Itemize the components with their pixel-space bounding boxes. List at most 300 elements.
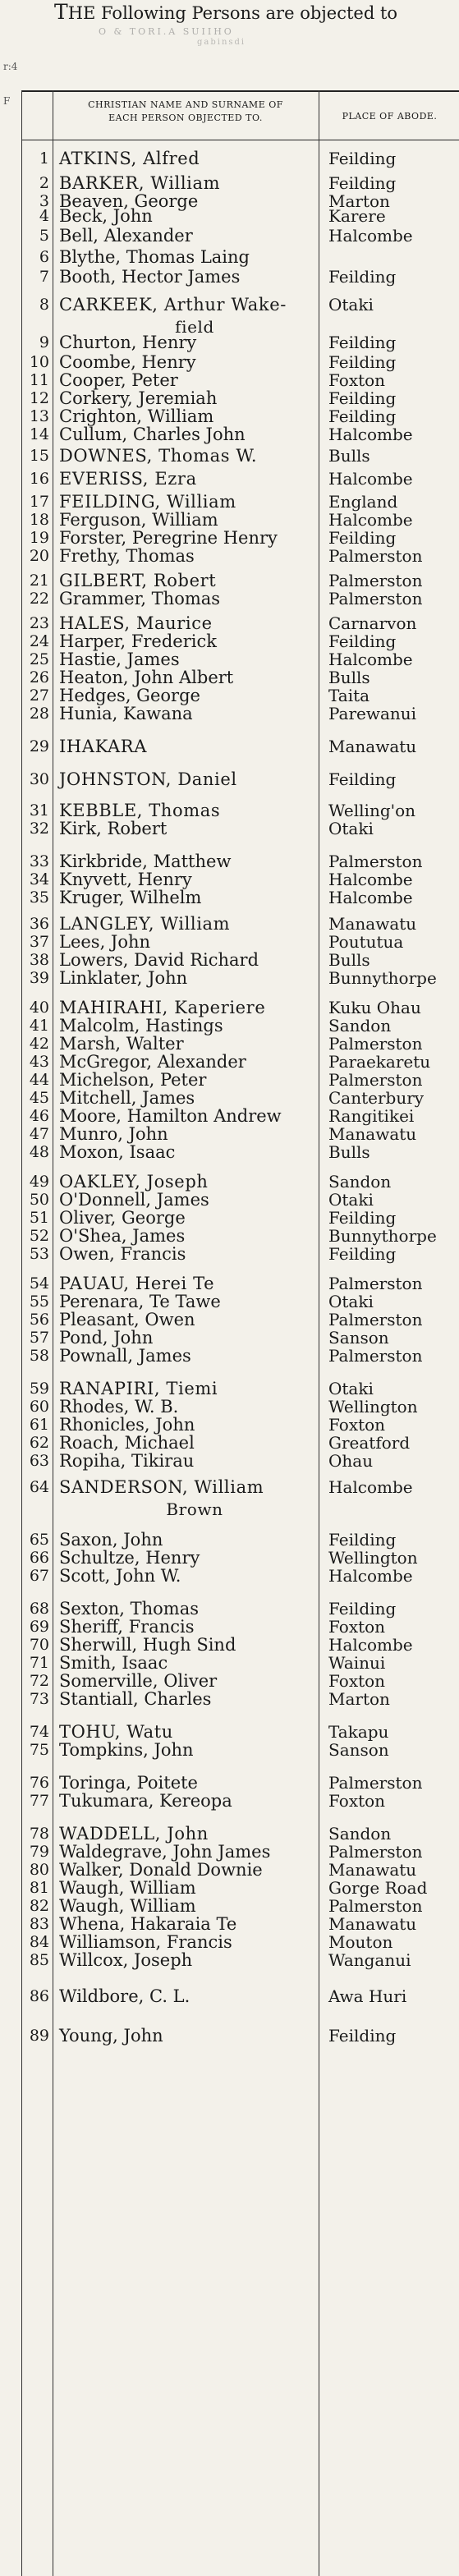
person-name-text: Schultze, Henry bbox=[59, 1548, 200, 1568]
person-name-text: Waugh, William bbox=[59, 1896, 196, 1916]
place-of-abode: Welling'on bbox=[328, 801, 416, 820]
person-name-text: Grammer, Thomas bbox=[59, 589, 221, 608]
place-of-abode: Sanson bbox=[328, 1328, 389, 1348]
table-row bbox=[21, 1449, 459, 1473]
person-name bbox=[59, 544, 330, 568]
person-name-text: Munro, John bbox=[59, 1124, 168, 1144]
place-of-abode: Feilding bbox=[328, 631, 397, 651]
place-of-abode: Halcombe bbox=[328, 870, 413, 889]
place-of-abode: Halcombe bbox=[328, 1635, 413, 1655]
row-number: 57 bbox=[29, 1329, 49, 1347]
place-of-abode: Feilding bbox=[328, 149, 397, 168]
row-number: 4 bbox=[39, 207, 49, 225]
person-name bbox=[59, 1449, 330, 1473]
person-name-text: Oliver, George bbox=[59, 1208, 186, 1228]
place-of-abode: Foxton bbox=[328, 1415, 386, 1435]
person-name-text: EVERISS, Ezra bbox=[59, 469, 197, 489]
place-of-abode: Canterbury bbox=[328, 1088, 425, 1108]
person-name-text: Whena, Hakaraia Te bbox=[59, 1914, 237, 1934]
person-name bbox=[59, 264, 330, 289]
row-number: 73 bbox=[29, 1690, 49, 1708]
person-name-text: Bell, Alexander bbox=[59, 226, 193, 246]
row-number: 80 bbox=[29, 1861, 49, 1879]
row-number: 65 bbox=[29, 1531, 49, 1549]
person-name-text: Michelson, Peter bbox=[59, 1070, 207, 1090]
row-number: 50 bbox=[29, 1191, 49, 1209]
person-name-text: Saxon, John bbox=[59, 1530, 163, 1550]
row-number: 38 bbox=[29, 951, 49, 969]
row-number: 56 bbox=[29, 1311, 49, 1329]
row-number: 46 bbox=[29, 1107, 49, 1125]
place-of-abode: Palmerston bbox=[328, 1274, 423, 1293]
row-number: 17 bbox=[29, 493, 49, 511]
person-name bbox=[59, 1343, 330, 1368]
person-name-text: Coombe, Henry bbox=[59, 352, 196, 372]
place-of-abode: Foxton bbox=[328, 1791, 386, 1811]
place-of-abode: Paraekaretu bbox=[328, 1052, 431, 1072]
place-of-abode: Ohau bbox=[328, 1451, 374, 1471]
table-row bbox=[21, 816, 459, 841]
row-number: 81 bbox=[29, 1879, 49, 1897]
place-of-abode: Otaki bbox=[328, 1292, 374, 1311]
table-row bbox=[21, 767, 459, 792]
table-top-rule bbox=[21, 90, 459, 92]
row-number: 47 bbox=[29, 1125, 49, 1143]
place-of-abode: Sandon bbox=[328, 1172, 392, 1192]
row-number: 79 bbox=[29, 1843, 49, 1861]
person-name-text: Crighton, William bbox=[59, 406, 214, 426]
person-name-text: Malcolm, Hastings bbox=[59, 1016, 223, 1035]
place-of-abode: Wanganui bbox=[328, 1950, 411, 1970]
row-number: 71 bbox=[29, 1654, 49, 1672]
row-number: 48 bbox=[29, 1143, 49, 1161]
person-name-text: Pleasant, Owen bbox=[59, 1310, 195, 1329]
person-name bbox=[59, 1984, 330, 2009]
row-number: 52 bbox=[29, 1227, 49, 1245]
person-name-text: Hastie, James bbox=[59, 650, 180, 669]
person-name-text: Waldegrave, John James bbox=[59, 1842, 271, 1862]
place-of-abode: Halcombe bbox=[328, 226, 413, 246]
row-number: 22 bbox=[29, 590, 49, 608]
person-name-text: ATKINS, Alfred bbox=[59, 149, 200, 168]
place-of-abode: Feilding bbox=[328, 352, 397, 372]
person-name bbox=[59, 966, 330, 990]
person-name-text: SANDERSON, William bbox=[59, 1477, 264, 1497]
person-name-text: Kirk, Robert bbox=[59, 819, 168, 838]
place-of-abode: Bulls bbox=[328, 1142, 370, 1162]
place-of-abode: Bulls bbox=[328, 950, 370, 970]
row-number: 1 bbox=[39, 149, 49, 168]
person-name bbox=[59, 586, 330, 611]
place-of-abode: Otaki bbox=[328, 819, 374, 838]
row-number: 6 bbox=[39, 248, 49, 266]
person-name-text: Roach, Michael bbox=[59, 1433, 195, 1453]
place-of-abode: Bulls bbox=[328, 668, 370, 687]
place-of-abode: Feilding bbox=[328, 528, 397, 548]
person-name-text: Tukumara, Kereopa bbox=[59, 1791, 232, 1811]
row-number: 5 bbox=[39, 227, 49, 245]
row-number: 76 bbox=[29, 1774, 49, 1792]
place-of-abode: Palmerston bbox=[328, 852, 423, 871]
person-name-text: McGregor, Alexander bbox=[59, 1052, 246, 1072]
table-row bbox=[21, 264, 459, 289]
person-name bbox=[59, 1687, 330, 1711]
person-name bbox=[59, 767, 330, 792]
place-of-abode: Manawatu bbox=[328, 1914, 417, 1934]
table-row bbox=[21, 146, 459, 171]
place-of-abode: Sandon bbox=[328, 1016, 392, 1035]
row-number: 49 bbox=[29, 1173, 49, 1191]
place-of-abode: Feilding bbox=[328, 267, 397, 287]
row-number: 70 bbox=[29, 1636, 49, 1654]
person-name-text: Kruger, Wilhelm bbox=[59, 888, 202, 907]
place-of-abode: Wainui bbox=[328, 1653, 386, 1673]
person-name-text: Cooper, Peter bbox=[59, 370, 178, 390]
place-of-abode: Foxton bbox=[328, 370, 386, 390]
row-number: 67 bbox=[29, 1567, 49, 1585]
place-of-abode: Halcombe bbox=[328, 888, 413, 907]
person-name-text: Young, John bbox=[59, 2026, 163, 2046]
person-name bbox=[59, 146, 330, 171]
margin-mark: F bbox=[3, 95, 11, 107]
person-name-text: Linklater, John bbox=[59, 968, 188, 988]
table-row bbox=[21, 292, 459, 337]
row-number: 41 bbox=[29, 1017, 49, 1035]
place-of-abode: Karere bbox=[328, 206, 386, 226]
table-row bbox=[21, 1687, 459, 1711]
person-name-text: Wildbore, C. L. bbox=[59, 1986, 190, 2006]
place-of-abode: Wellington bbox=[328, 1397, 418, 1417]
person-name bbox=[59, 443, 330, 468]
row-number: 19 bbox=[29, 529, 49, 547]
row-number: 28 bbox=[29, 705, 49, 723]
row-number: 15 bbox=[29, 447, 49, 465]
person-name-text: Knyvett, Henry bbox=[59, 870, 192, 889]
person-name-text: FEILDING, William bbox=[59, 492, 236, 512]
person-name-text: Owen, Francis bbox=[59, 1244, 186, 1264]
table-row bbox=[21, 734, 459, 759]
place-of-abode: Halcombe bbox=[328, 510, 413, 530]
person-name-text: Beck, John bbox=[59, 206, 153, 226]
person-name bbox=[59, 2023, 330, 2048]
place-of-abode: Sanson bbox=[328, 1740, 389, 1760]
column-header-names: CHRISTIAN NAME AND SURNAME OF EACH PERSON OBJECTED TO. bbox=[88, 99, 283, 123]
person-name-text: Pownall, James bbox=[59, 1346, 191, 1366]
row-number: 78 bbox=[29, 1825, 49, 1843]
row-number: 86 bbox=[29, 1987, 49, 2005]
place-of-abode: Bulls bbox=[328, 446, 370, 466]
place-of-abode: Palmerston bbox=[328, 1842, 423, 1862]
place-of-abode: Marton bbox=[328, 1689, 390, 1709]
row-number: 40 bbox=[29, 999, 49, 1017]
person-name-text: JOHNSTON, Daniel bbox=[59, 769, 237, 789]
person-name-text: Moxon, Isaac bbox=[59, 1142, 176, 1162]
place-of-abode: Feilding bbox=[328, 333, 397, 352]
row-number: 24 bbox=[29, 632, 49, 650]
person-name bbox=[59, 1738, 330, 1762]
person-name-text: Corkery, Jeremiah bbox=[59, 388, 218, 408]
table-row bbox=[21, 2023, 459, 2048]
person-name-text: Kirkbride, Matthew bbox=[59, 852, 232, 871]
person-name-text: Ferguson, William bbox=[59, 510, 218, 530]
row-number: 55 bbox=[29, 1293, 49, 1311]
table-row bbox=[21, 966, 459, 990]
person-name bbox=[59, 1948, 330, 1972]
table-row bbox=[21, 1789, 459, 1813]
row-number: 77 bbox=[29, 1792, 49, 1810]
row-number: 85 bbox=[29, 1951, 49, 1969]
row-number: 69 bbox=[29, 1618, 49, 1636]
place-of-abode: Feilding bbox=[328, 173, 397, 193]
place-of-abode: Manawatu bbox=[328, 1860, 417, 1880]
place-of-abode: Greatford bbox=[328, 1433, 411, 1453]
row-number: 72 bbox=[29, 1672, 49, 1690]
person-name-text: O'Donnell, James bbox=[59, 1190, 209, 1210]
table-row bbox=[21, 1948, 459, 1972]
row-number: 37 bbox=[29, 933, 49, 951]
person-name-text: Rhonicles, John bbox=[59, 1415, 195, 1435]
place-of-abode: Manawatu bbox=[328, 1124, 417, 1144]
row-number: 68 bbox=[29, 1600, 49, 1618]
place-of-abode: Halcombe bbox=[328, 469, 413, 489]
person-name-text: Tompkins, John bbox=[59, 1740, 194, 1760]
person-name-text: WADDELL, John bbox=[59, 1824, 209, 1844]
person-name-text: RANAPIRI, Tiemi bbox=[59, 1379, 218, 1398]
row-number: 7 bbox=[39, 268, 49, 286]
person-name-continuation: Brown bbox=[166, 1499, 223, 1519]
page-heading: THE Following Persons are objected to bbox=[54, 2, 398, 23]
place-of-abode: Feilding bbox=[328, 406, 397, 426]
place-of-abode: Palmerston bbox=[328, 571, 423, 590]
person-name-text: GILBERT, Robert bbox=[59, 571, 217, 590]
place-of-abode: Feilding bbox=[328, 1208, 397, 1228]
person-name-text: Moore, Hamilton Andrew bbox=[59, 1106, 282, 1126]
person-name-text: Sexton, Thomas bbox=[59, 1599, 199, 1619]
person-name bbox=[59, 1140, 330, 1164]
table-row bbox=[21, 466, 459, 491]
row-number: 66 bbox=[29, 1549, 49, 1567]
table-row bbox=[21, 1564, 459, 1588]
person-name bbox=[59, 1789, 330, 1813]
row-number: 21 bbox=[29, 572, 49, 590]
place-of-abode: Otaki bbox=[328, 295, 374, 315]
table-row bbox=[21, 1984, 459, 2009]
place-of-abode: Rangitikei bbox=[328, 1106, 415, 1126]
place-of-abode: Foxton bbox=[328, 1617, 386, 1637]
person-name-text: Pond, John bbox=[59, 1328, 154, 1348]
row-number: 10 bbox=[29, 353, 49, 371]
place-of-abode: Mouton bbox=[328, 1932, 393, 1952]
place-of-abode: Wellington bbox=[328, 1548, 418, 1568]
row-number: 26 bbox=[29, 668, 49, 686]
row-number: 53 bbox=[29, 1245, 49, 1263]
person-name-text: HALES, Maurice bbox=[59, 613, 213, 633]
person-name-text: Marsh, Walter bbox=[59, 1034, 184, 1054]
place-of-abode: Bunnythorpe bbox=[328, 1226, 437, 1246]
place-of-abode: Halcombe bbox=[328, 650, 413, 669]
place-of-abode: Parewanui bbox=[328, 704, 417, 723]
row-number: 9 bbox=[39, 333, 49, 351]
person-name-text: Walker, Donald Downie bbox=[59, 1860, 263, 1880]
person-name-text: TOHU, Watu bbox=[59, 1722, 173, 1742]
person-name-text: Cullum, Charles John bbox=[59, 425, 246, 444]
margin-mark: r:4 bbox=[3, 61, 18, 72]
person-name bbox=[59, 466, 330, 491]
row-number: 30 bbox=[29, 770, 49, 788]
place-of-abode: Carnarvon bbox=[328, 613, 417, 633]
person-name-text: Blythe, Thomas Laing bbox=[59, 247, 250, 267]
row-number: 44 bbox=[29, 1071, 49, 1089]
table-row bbox=[21, 1738, 459, 1762]
row-number: 33 bbox=[29, 852, 49, 870]
person-name-text: Forster, Peregrine Henry bbox=[59, 528, 278, 548]
row-number: 12 bbox=[29, 389, 49, 407]
column-header-abode: PLACE OF ABODE. bbox=[342, 111, 438, 122]
person-name-text: Willcox, Joseph bbox=[59, 1950, 193, 1970]
table-row bbox=[21, 1242, 459, 1266]
row-number: 36 bbox=[29, 915, 49, 933]
place-of-abode: Palmerston bbox=[328, 1034, 423, 1054]
person-name-text: Beaven, George bbox=[59, 191, 199, 211]
person-name-text: KEBBLE, Thomas bbox=[59, 801, 221, 820]
person-name-text: MAHIRAHI, Kaperiere bbox=[59, 998, 266, 1017]
person-name-text: O'Shea, James bbox=[59, 1226, 186, 1246]
person-name-text: BARKER, William bbox=[59, 173, 221, 193]
row-number: 39 bbox=[29, 969, 49, 987]
person-name-text: Lees, John bbox=[59, 932, 151, 952]
person-name bbox=[59, 292, 330, 337]
person-name-text: Smith, Isaac bbox=[59, 1653, 168, 1673]
table-row bbox=[21, 443, 459, 468]
row-number: 14 bbox=[29, 425, 49, 443]
row-number: 89 bbox=[29, 2027, 49, 2045]
person-name-text: Toringa, Poitete bbox=[59, 1773, 198, 1793]
table-row bbox=[21, 1475, 459, 1519]
place-of-abode: Palmerston bbox=[328, 1310, 423, 1329]
place-of-abode: Palmerston bbox=[328, 1346, 423, 1366]
row-number: 13 bbox=[29, 407, 49, 425]
person-name-text: Lowers, David Richard bbox=[59, 950, 259, 970]
place-of-abode: Bunnythorpe bbox=[328, 968, 437, 988]
row-number: 23 bbox=[29, 614, 49, 632]
row-number: 45 bbox=[29, 1089, 49, 1107]
person-name-continuation: field bbox=[175, 317, 214, 337]
person-name bbox=[59, 734, 330, 759]
row-number: 64 bbox=[29, 1478, 49, 1496]
row-number: 8 bbox=[39, 296, 49, 314]
person-name-text: Harper, Frederick bbox=[59, 631, 217, 651]
row-number: 60 bbox=[29, 1398, 49, 1416]
place-of-abode: Poututua bbox=[328, 932, 404, 952]
person-name-text: Hunia, Kawana bbox=[59, 704, 193, 723]
row-number: 3 bbox=[39, 192, 49, 210]
row-number: 35 bbox=[29, 889, 49, 907]
person-name-text: PAUAU, Herei Te bbox=[59, 1274, 215, 1293]
row-number: 34 bbox=[29, 870, 49, 889]
person-name-text: Somerville, Oliver bbox=[59, 1671, 218, 1691]
place-of-abode: Foxton bbox=[328, 1671, 386, 1691]
person-name-text: Sheriff, Francis bbox=[59, 1617, 195, 1637]
table-row bbox=[21, 1140, 459, 1164]
row-number: 18 bbox=[29, 511, 49, 529]
faint-subheading-2: gabinsdi bbox=[197, 38, 246, 47]
table-row bbox=[21, 544, 459, 568]
person-name-text: Scott, John W. bbox=[59, 1566, 181, 1586]
place-of-abode: Taita bbox=[328, 686, 370, 705]
row-number: 42 bbox=[29, 1035, 49, 1053]
row-number: 82 bbox=[29, 1897, 49, 1915]
table-row bbox=[21, 885, 459, 910]
row-number: 58 bbox=[29, 1347, 49, 1365]
place-of-abode: Sandon bbox=[328, 1824, 392, 1844]
person-name-text: CARKEEK, Arthur Wake- bbox=[59, 295, 287, 315]
faint-subheading: O & TORI.A SUIIHO bbox=[99, 26, 234, 37]
table-row bbox=[21, 586, 459, 611]
row-number: 51 bbox=[29, 1209, 49, 1227]
person-name-text: Hedges, George bbox=[59, 686, 200, 705]
place-of-abode: Palmerston bbox=[328, 1773, 423, 1793]
person-name-text: Booth, Hector James bbox=[59, 267, 241, 287]
row-number: 16 bbox=[29, 470, 49, 488]
person-name bbox=[59, 1475, 330, 1519]
row-number: 2 bbox=[39, 174, 49, 192]
person-name bbox=[59, 816, 330, 841]
place-of-abode: Feilding bbox=[328, 388, 397, 408]
row-number: 83 bbox=[29, 1915, 49, 1933]
place-of-abode: Kuku Ohau bbox=[328, 998, 421, 1017]
table-row bbox=[21, 1343, 459, 1368]
person-name bbox=[59, 1564, 330, 1588]
place-of-abode: Palmerston bbox=[328, 589, 423, 608]
person-name-text: Williamson, Francis bbox=[59, 1932, 232, 1952]
person-name-text: Ropiha, Tikirau bbox=[59, 1451, 195, 1471]
place-of-abode: Palmerston bbox=[328, 1070, 423, 1090]
place-of-abode: Feilding bbox=[328, 1599, 397, 1619]
place-of-abode: Halcombe bbox=[328, 425, 413, 444]
place-of-abode: Halcombe bbox=[328, 1477, 413, 1497]
person-name bbox=[59, 885, 330, 910]
place-of-abode: Otaki bbox=[328, 1379, 374, 1398]
person-name bbox=[59, 1242, 330, 1266]
person-name-text: Heaton, John Albert bbox=[59, 668, 234, 687]
person-name-text: IHAKARA bbox=[59, 737, 147, 756]
place-of-abode: Feilding bbox=[328, 1244, 397, 1264]
person-name-text: DOWNES, Thomas W. bbox=[59, 446, 258, 466]
person-name-text: OAKLEY, Joseph bbox=[59, 1172, 209, 1192]
place-of-abode: Palmerston bbox=[328, 1896, 423, 1916]
person-name-text: LANGLEY, William bbox=[59, 914, 231, 934]
person-name-text: Perenara, Te Tawe bbox=[59, 1292, 221, 1311]
place-of-abode: Manawatu bbox=[328, 914, 417, 934]
row-number: 59 bbox=[29, 1380, 49, 1398]
place-of-abode: Feilding bbox=[328, 2026, 397, 2046]
row-number: 74 bbox=[29, 1723, 49, 1741]
row-number: 32 bbox=[29, 820, 49, 838]
table-row bbox=[21, 701, 459, 726]
person-name-text: Mitchell, James bbox=[59, 1088, 195, 1108]
row-number: 54 bbox=[29, 1274, 49, 1293]
place-of-abode: Feilding bbox=[328, 1530, 397, 1550]
row-number: 75 bbox=[29, 1741, 49, 1759]
place-of-abode: Awa Huri bbox=[328, 1986, 407, 2006]
row-number: 25 bbox=[29, 650, 49, 668]
row-number: 43 bbox=[29, 1053, 49, 1071]
place-of-abode: Palmerston bbox=[328, 546, 423, 566]
place-of-abode: Manawatu bbox=[328, 737, 417, 756]
row-number: 62 bbox=[29, 1434, 49, 1452]
place-of-abode: Marton bbox=[328, 191, 390, 211]
row-number: 31 bbox=[29, 801, 49, 820]
